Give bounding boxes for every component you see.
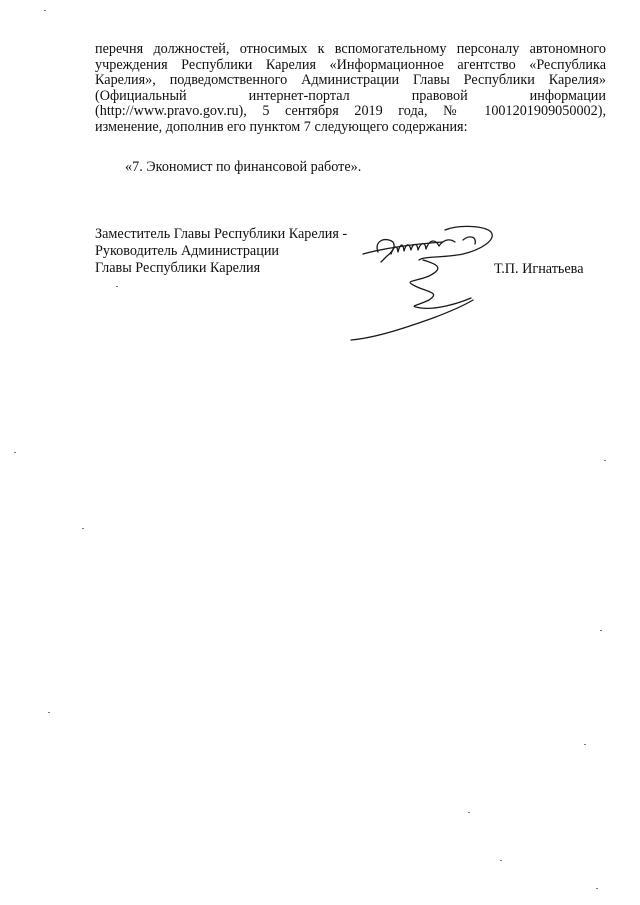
handwritten-signature	[345, 220, 505, 350]
scan-speck	[48, 712, 50, 713]
scan-speck	[584, 744, 586, 745]
paragraph-line: (http://www.pravo.gov.ru), 5 сентября 2019 года, № 1001201909050002),	[95, 103, 606, 120]
scan-speck	[468, 812, 470, 813]
scan-speck	[500, 860, 502, 861]
paragraph-line: (Официальный интернет-портал правовой информации	[95, 87, 606, 104]
scan-speck	[116, 286, 118, 287]
paragraph-line: перечня должностей, относимых к вспомогательному персоналу автономного	[95, 41, 606, 57]
paragraph-line: учреждения Республики Карелия «Информационное агентство «Республика	[95, 56, 606, 73]
signatory-name: Т.П. Игнатьева	[494, 261, 584, 277]
scan-speck	[14, 452, 16, 453]
paragraph-line: Карелия», подведомственного Администрации Главы Республики Карелия»	[95, 72, 606, 89]
scan-speck	[596, 888, 598, 889]
signatory-position	[95, 226, 347, 278]
scan-speck	[44, 10, 46, 11]
position-line: Главы Республики Карелия	[95, 260, 261, 277]
scan-speck	[600, 630, 602, 631]
position-line: Руководитель Администрации	[95, 243, 280, 260]
scan-speck	[604, 460, 606, 461]
quoted-item: «7. Экономист по финансовой работе».	[125, 159, 362, 175]
scan-speck	[82, 528, 84, 529]
body-paragraph	[95, 42, 606, 136]
position-line: Заместитель Главы Республики Карелия -	[95, 226, 348, 242]
paragraph-line: изменение, дополнив его пунктом 7 следующего содержания:	[95, 118, 468, 135]
